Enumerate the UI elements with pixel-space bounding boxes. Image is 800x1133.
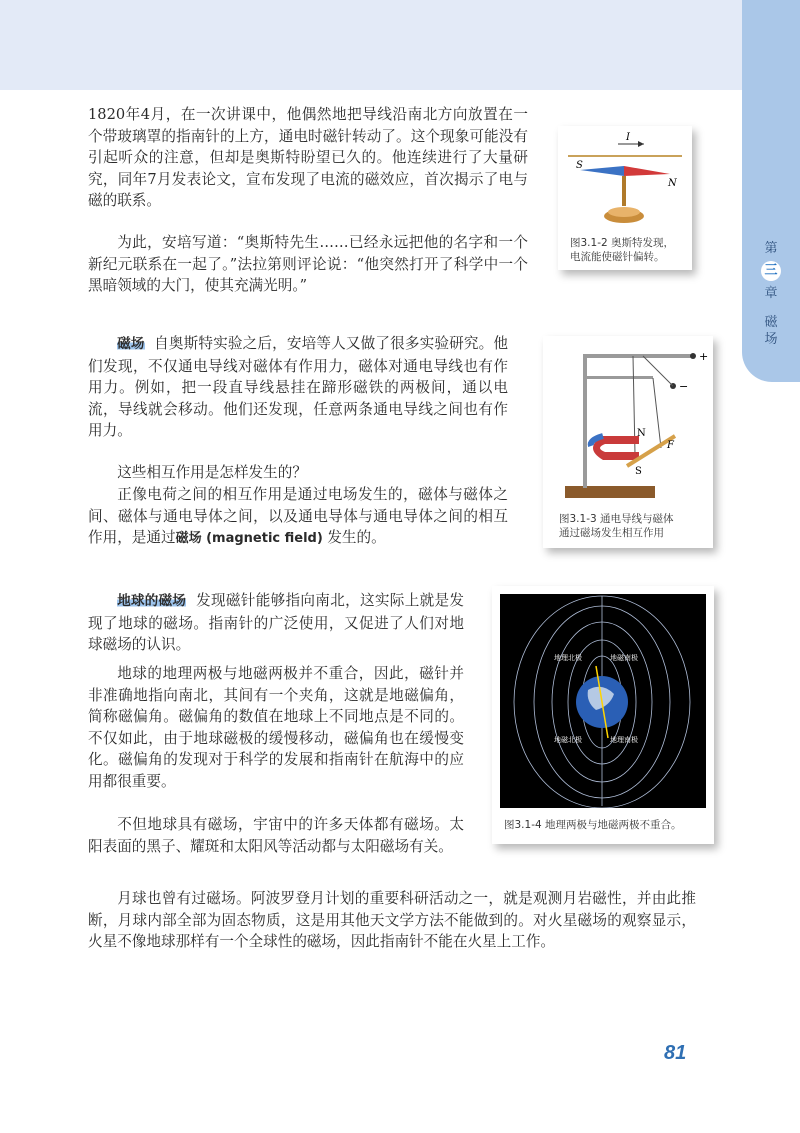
paragraph-text: 不但地球具有磁场，宇宙中的许多天体都有磁场。太阳表面的黑子、耀斑和太阳风等活动都与太阳磁场有关。 [88, 816, 464, 855]
term-magnetic-field-en: 磁场 (magnetic field) [175, 531, 328, 546]
label-geographic-north: 地理北极 [554, 654, 582, 662]
paragraph-text: 这些相互作用是怎样发生的？ [117, 464, 307, 481]
caption-line-1: 图3.1-2 奥斯特发现， [570, 237, 675, 249]
chapter-title-char-2: 场 [764, 332, 778, 347]
paragraph-field-definition [88, 484, 508, 550]
paragraph-oersted [88, 104, 528, 212]
minus-terminal-label: − [679, 380, 689, 393]
paragraph-text: 发现磁针能够指向南北，这实际上就是发现了地球的磁场。指南针的广泛使用，又促进了人们对地球磁场的认识。 [88, 592, 464, 653]
paragraph-text: 发生的。 [327, 529, 386, 546]
north-pole-label: N [668, 178, 677, 189]
caption-line-2: 通过磁场发生相互作用 [559, 527, 664, 539]
current-label: I [626, 132, 630, 143]
header-band [0, 0, 742, 90]
figure-oersted-experiment [558, 126, 692, 270]
compass-needle-illustration [558, 126, 692, 236]
paragraph-earth-field [88, 590, 464, 656]
paragraph-text: 地球的地理两极与地磁两极并不重合，因此，磁针并非准确地指向南北，其间有一个夹角，这就是地磁偏角，简称磁偏角。磁偏角的数值在地球上不同地点是不同的。不仅如此，由于地球磁极的缓慢移动，磁偏角也在缓慢变化。磁偏角的发现对于科学的发展和指南针在航海中的应用都很重要。 [88, 665, 464, 790]
figure-wire-magnet [543, 336, 713, 548]
horseshoe-magnet-apparatus [543, 336, 713, 504]
paragraph-magnetic-field [88, 333, 508, 442]
label-magnetic-north: 地磁北极 [554, 736, 582, 744]
paragraph-declination [88, 663, 464, 792]
north-pole-label: N [637, 428, 646, 439]
label-geographic-south: 地理南极 [610, 736, 638, 744]
paragraph-celestial-fields [88, 814, 464, 857]
paragraph-text: 正像电荷之间的相互作用是通过电场发生的，磁体与磁体之间、磁体与通电导体之间，以及通电导体与通电导体之间的相互作用，是通过 [88, 486, 508, 546]
chapter-tab[interactable] [742, 0, 800, 382]
figure-caption [559, 512, 709, 540]
figure-caption [570, 236, 690, 264]
label-magnetic-south: 地磁南极 [610, 654, 638, 662]
paragraph-text: 为此，安培写道：“奥斯特先生……已经永远把他的名字和一个新纪元联系在一起了。”法拉第则评论说：“他突然打开了科学中一个黑暗领域的大门，使其充满光明。” [88, 234, 528, 294]
term-earth-magnetic-field: 地球的磁场 [117, 593, 187, 609]
chapter-number: 三 [761, 261, 781, 281]
plus-terminal-label: + [699, 350, 709, 363]
page-number: 81 [664, 1042, 687, 1064]
force-label: F [667, 440, 674, 451]
south-pole-label: S [576, 160, 583, 171]
caption-line-2: 电流能使磁针偏转。 [570, 251, 665, 263]
term-magnetic-field: 磁场 [117, 336, 145, 352]
paragraph-text: 月球也曾有过磁场。阿波罗登月计划的重要科研活动之一，就是观测月岩磁性，并由此推断，月球内部全部为固态物质，这是用其他天文学方法不能做到的。对火星磁场的观察显示，火星不像地球那样有一个全球性的磁场，因此指南针不能在火星上工作。 [88, 890, 696, 950]
caption-line-1: 图3.1-3 通电导线与磁体 [559, 513, 674, 525]
paragraph-moon-mars [88, 888, 696, 953]
paragraph-text: 自奥斯特实验之后，安培等人又做了很多实验研究。他们发现，不仅通电导线对磁体有作用力，磁体对通电导线也有作用力。例如，把一段直导线悬挂在蹄形磁铁的两极间，通以电流，导线就会移动。他们还发现，任意两条通电导线之间也有作用力。 [88, 335, 509, 439]
figure-earth-field [492, 586, 714, 844]
chapter-title-char-1: 磁 [764, 315, 778, 330]
earth-magnetic-field-illustration [492, 586, 714, 808]
south-pole-label: S [635, 466, 642, 477]
figure-caption: 图3.1-4 地理两极与地磁两极不重合。 [504, 819, 682, 831]
chapter-prefix: 第 [764, 241, 778, 256]
chapter-suffix: 章 [764, 286, 778, 301]
paragraph-question [88, 462, 508, 484]
paragraph-ampere-quote [88, 232, 528, 297]
paragraph-text: 1820年4月，在一次讲课中，他偶然地把导线沿南北方向放置在一个带玻璃罩的指南针的上方，通电时磁针转动了。这个现象可能没有引起听众的注意，但却是奥斯特盼望已久的。他连续进行了大量研究，同年7月发表论文，宣布发现了电流的磁效应，首次揭示了电与磁的联系。 [88, 106, 528, 209]
